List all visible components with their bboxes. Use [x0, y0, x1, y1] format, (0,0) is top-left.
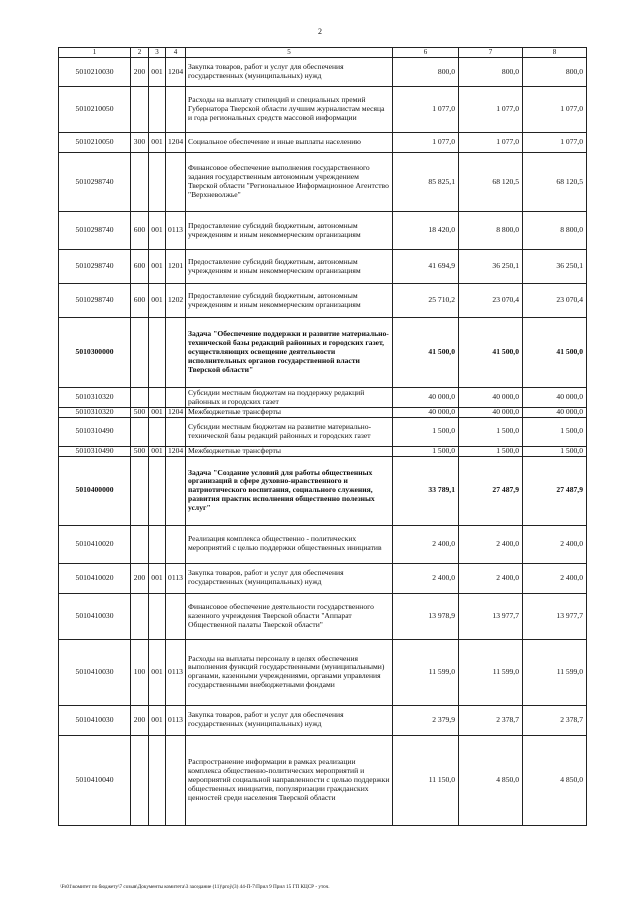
header-cell: 2: [131, 48, 149, 58]
row-value-col7: 41 500,0: [459, 318, 523, 388]
row-description: Социальное обеспечение и иные выплаты населению: [186, 133, 393, 153]
table-row: [59, 446, 587, 456]
table-row: [59, 639, 587, 705]
row-value-col7: 27 487,9: [459, 456, 523, 525]
row-col4: [166, 153, 186, 212]
row-description: Закупка товаров, работ и услуг для обеспечения государственных (муниципальных) нужд: [186, 58, 393, 87]
row-code: 5010300000: [59, 318, 131, 388]
row-description: Субсидии местным бюджетам на развитие материально-технической базы редакций районных и городских газет: [186, 417, 393, 446]
header-cell: 8: [523, 48, 587, 58]
row-col2: 500: [131, 446, 149, 456]
table-row: [59, 388, 587, 408]
row-col3: 001: [149, 563, 166, 593]
row-col4: 0113: [166, 563, 186, 593]
row-value-col8: 800,0: [523, 58, 587, 87]
header-cell: 5: [186, 48, 393, 58]
row-value-col8: 1 077,0: [523, 87, 587, 133]
row-code: 5010310320: [59, 388, 131, 408]
row-col4: [166, 388, 186, 408]
row-value-col7: 800,0: [459, 58, 523, 87]
row-code: 5010400000: [59, 456, 131, 525]
row-code: 5010410020: [59, 563, 131, 593]
row-code: 5010410030: [59, 705, 131, 735]
row-value-col6: 800,0: [393, 58, 459, 87]
row-description: Закупка товаров, работ и услуг для обеспечения государственных (муниципальных) нужд: [186, 705, 393, 735]
row-value-col7: 13 977,7: [459, 593, 523, 639]
row-value-col6: 18 420,0: [393, 212, 459, 250]
row-code: 5010310320: [59, 408, 131, 418]
row-col3: [149, 735, 166, 825]
table-row: [59, 705, 587, 735]
row-col3: 001: [149, 705, 166, 735]
row-code: 5010410020: [59, 525, 131, 563]
row-description: Субсидии местным бюджетам на поддержку редакций районных и городских газет: [186, 388, 393, 408]
row-value-col6: 85 825,1: [393, 153, 459, 212]
row-code: 5010210050: [59, 87, 131, 133]
row-value-col6: 1 500,0: [393, 446, 459, 456]
row-value-col8: 13 977,7: [523, 593, 587, 639]
row-col2: [131, 153, 149, 212]
row-col2: 100: [131, 639, 149, 705]
row-description: Задача "Обеспечение поддержки и развитие материально-технической базы редакций районных и городских газет, осуществляющих освещение деятельности исполнительных органов государственной власти Тверской области": [186, 318, 393, 388]
row-description: Предоставление субсидий бюджетным, автономным учреждениям и иным некоммерческим организациям: [186, 284, 393, 318]
row-value-col6: 40 000,0: [393, 408, 459, 418]
table-row: [59, 133, 587, 153]
row-description: Межбюджетные трансферты: [186, 408, 393, 418]
row-value-col7: 2 378,7: [459, 705, 523, 735]
row-description: Межбюджетные трансферты: [186, 446, 393, 456]
row-code: 5010298740: [59, 212, 131, 250]
row-value-col8: 40 000,0: [523, 408, 587, 418]
table-row: [59, 58, 587, 87]
table-row: [59, 318, 587, 388]
table-row: [59, 593, 587, 639]
row-value-col7: 4 850,0: [459, 735, 523, 825]
header-cell: 6: [393, 48, 459, 58]
row-col4: [166, 417, 186, 446]
row-description: Финансовое обеспечение деятельности государственного казенного учреждения Тверской области "Аппарат Общественной палаты Тверской области": [186, 593, 393, 639]
row-col2: 600: [131, 284, 149, 318]
row-col2: [131, 318, 149, 388]
budget-table: [58, 47, 587, 826]
row-value-col6: 1 077,0: [393, 133, 459, 153]
row-col3: 001: [149, 250, 166, 284]
row-value-col8: 11 599,0: [523, 639, 587, 705]
row-col2: [131, 456, 149, 525]
row-col3: [149, 87, 166, 133]
row-value-col8: 4 850,0: [523, 735, 587, 825]
row-value-col8: 41 500,0: [523, 318, 587, 388]
row-col2: [131, 87, 149, 133]
row-value-col8: 68 120,5: [523, 153, 587, 212]
row-value-col6: 40 000,0: [393, 388, 459, 408]
row-value-col6: 11 150,0: [393, 735, 459, 825]
row-description: Предоставление субсидий бюджетным, автономным учреждениям и иным некоммерческим организациям: [186, 250, 393, 284]
row-col4: 1204: [166, 408, 186, 418]
row-col2: 200: [131, 58, 149, 87]
row-value-col6: 2 400,0: [393, 563, 459, 593]
header-cell: 4: [166, 48, 186, 58]
row-value-col8: 2 378,7: [523, 705, 587, 735]
table-row: [59, 456, 587, 525]
row-col3: 001: [149, 639, 166, 705]
row-col2: [131, 735, 149, 825]
row-value-col8: 1 500,0: [523, 417, 587, 446]
row-value-col7: 8 800,0: [459, 212, 523, 250]
row-col4: [166, 593, 186, 639]
row-col4: 0113: [166, 212, 186, 250]
row-col3: 001: [149, 284, 166, 318]
row-code: 5010210030: [59, 58, 131, 87]
row-description: Расходы на выплату стипендий и специальных премий Губернатора Тверской области лучшим журналистам месяца и года региональных средств массовой информации: [186, 87, 393, 133]
header-cell: 7: [459, 48, 523, 58]
row-description: Закупка товаров, работ и услуг для обеспечения государственных (муниципальных) нужд: [186, 563, 393, 593]
row-value-col6: 11 599,0: [393, 639, 459, 705]
row-col2: 200: [131, 563, 149, 593]
row-col4: 1201: [166, 250, 186, 284]
row-col4: [166, 456, 186, 525]
row-col4: 1204: [166, 58, 186, 87]
file-path-footer: \Fs01\комитет по бюджету\7 созыв\Документы комитета\3 заседание (11)\proj\(3) 44-П-7\Прил 9 Прил 15 ГП КЦСР - уточ.: [60, 884, 330, 890]
table-row: [59, 250, 587, 284]
row-value-col7: 1 077,0: [459, 133, 523, 153]
row-code: 5010410030: [59, 593, 131, 639]
row-value-col6: 2 379,9: [393, 705, 459, 735]
row-value-col7: 1 077,0: [459, 87, 523, 133]
row-col3: 001: [149, 133, 166, 153]
table-row: [59, 563, 587, 593]
row-code: 5010410040: [59, 735, 131, 825]
row-value-col6: 33 789,1: [393, 456, 459, 525]
row-value-col8: 40 000,0: [523, 388, 587, 408]
row-code: 5010210050: [59, 133, 131, 153]
table-row: [59, 284, 587, 318]
row-description: Реализация комплекса общественно - политических мероприятий с целью поддержки общественных инициатив: [186, 525, 393, 563]
row-col4: 1202: [166, 284, 186, 318]
row-value-col7: 68 120,5: [459, 153, 523, 212]
row-code: 5010298740: [59, 250, 131, 284]
table-row: [59, 408, 587, 418]
row-col4: [166, 525, 186, 563]
row-value-col8: 1 077,0: [523, 133, 587, 153]
row-description: Предоставление субсидий бюджетным, автономным учреждениям и иным некоммерческим организациям: [186, 212, 393, 250]
row-value-col7: 2 400,0: [459, 525, 523, 563]
table-row: [59, 525, 587, 563]
row-col3: 001: [149, 58, 166, 87]
row-value-col8: 27 487,9: [523, 456, 587, 525]
row-col4: 1204: [166, 133, 186, 153]
row-col3: [149, 318, 166, 388]
row-value-col6: 1 077,0: [393, 87, 459, 133]
row-value-col7: 40 000,0: [459, 388, 523, 408]
row-col2: [131, 525, 149, 563]
row-value-col7: 36 250,1: [459, 250, 523, 284]
row-col2: 600: [131, 212, 149, 250]
page-number: 2: [318, 27, 322, 36]
row-col4: [166, 87, 186, 133]
row-value-col6: 25 710,2: [393, 284, 459, 318]
row-description: Задача "Создание условий для работы общественных организаций в сфере духовно-нравственного и патриотического воспитания, социального служения, развития практик исполнения общественно полезных услуг": [186, 456, 393, 525]
row-col3: 001: [149, 212, 166, 250]
row-col2: 500: [131, 408, 149, 418]
row-value-col6: 2 400,0: [393, 525, 459, 563]
table-row: [59, 153, 587, 212]
row-value-col6: 41 500,0: [393, 318, 459, 388]
row-code: 5010410030: [59, 639, 131, 705]
row-value-col7: 40 000,0: [459, 408, 523, 418]
row-col4: 1204: [166, 446, 186, 456]
header-cell: 1: [59, 48, 131, 58]
row-col3: 001: [149, 446, 166, 456]
row-col2: [131, 593, 149, 639]
row-col4: 0113: [166, 639, 186, 705]
row-value-col8: 36 250,1: [523, 250, 587, 284]
row-description: Финансовое обеспечение выполнения государственного задания государственным автономным учреждением Тверской области "Региональное Информационное Агентство "Верхневолжье": [186, 153, 393, 212]
row-col2: 200: [131, 705, 149, 735]
row-col2: 600: [131, 250, 149, 284]
row-value-col8: 2 400,0: [523, 525, 587, 563]
row-col3: [149, 593, 166, 639]
row-col3: [149, 456, 166, 525]
row-col4: [166, 318, 186, 388]
row-value-col7: 23 070,4: [459, 284, 523, 318]
row-col3: 001: [149, 408, 166, 418]
row-value-col7: 2 400,0: [459, 563, 523, 593]
row-value-col7: 1 500,0: [459, 446, 523, 456]
table-row: [59, 735, 587, 825]
header-row: [59, 48, 587, 58]
row-col2: [131, 388, 149, 408]
row-description: Расходы на выплаты персоналу в целях обеспечения выполнения функций государственными (муниципальными) органами, казенными учреждениями, органами управления государственными внебюджетными фондами: [186, 639, 393, 705]
row-col4: [166, 735, 186, 825]
row-value-col8: 8 800,0: [523, 212, 587, 250]
row-col3: [149, 525, 166, 563]
row-value-col8: 23 070,4: [523, 284, 587, 318]
row-col2: [131, 417, 149, 446]
row-value-col6: 41 694,9: [393, 250, 459, 284]
row-code: 5010310490: [59, 417, 131, 446]
row-value-col8: 2 400,0: [523, 563, 587, 593]
row-description: Распространение информации в рамках реализации комплекса общественно-политических мероприятий и мероприятий социальной направленности с целью поддержки общественных инициатив, популяризации гражданских ценностей среди населения Тверской области: [186, 735, 393, 825]
row-value-col7: 11 599,0: [459, 639, 523, 705]
row-col3: [149, 388, 166, 408]
row-col4: 0113: [166, 705, 186, 735]
table-row: [59, 212, 587, 250]
row-code: 5010298740: [59, 284, 131, 318]
table-row: [59, 87, 587, 133]
row-value-col8: 1 500,0: [523, 446, 587, 456]
row-col3: [149, 153, 166, 212]
row-col3: [149, 417, 166, 446]
header-cell: 3: [149, 48, 166, 58]
row-code: 5010298740: [59, 153, 131, 212]
table-row: [59, 417, 587, 446]
row-value-col7: 1 500,0: [459, 417, 523, 446]
row-value-col6: 13 978,9: [393, 593, 459, 639]
row-col2: 300: [131, 133, 149, 153]
row-code: 5010310490: [59, 446, 131, 456]
row-value-col6: 1 500,0: [393, 417, 459, 446]
